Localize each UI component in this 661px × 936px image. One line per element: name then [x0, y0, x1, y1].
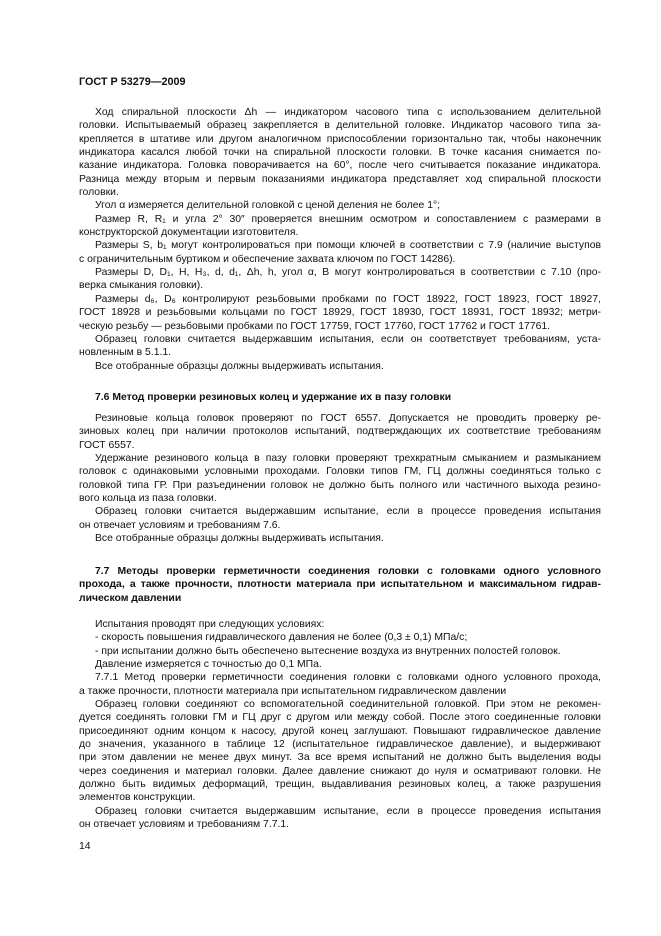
text-line: лическом давлении — [79, 592, 182, 604]
paragraph — [79, 631, 601, 644]
text-line: с ограничительным буртиком и обеспечение захвата ключом по ГОСТ 14286). — [79, 253, 456, 265]
text-line: конструкторской документации изготовителя. — [79, 227, 299, 239]
text-line: Разница между вторым и первым показаниями индикатора представляет ход спиральной плоскости — [79, 173, 601, 185]
text-line: Все отобранные образцы должны выдерживать испытания. — [95, 533, 384, 545]
text-line: казание индикатора. Головка поворачивается на 60°, после чего считывается показание индикатора. — [79, 160, 601, 172]
document-header: ГОСТ Р 53279—2009 — [79, 76, 186, 88]
text-line: дуется соединять головки ГМ и ГЦ друг с другом или между собой. После этого соединенные головки — [79, 712, 601, 724]
text-line: Образец головки считается выдержавшим испытания, если он соответствует требованиям, уста- — [95, 333, 601, 345]
paragraph — [79, 293, 601, 333]
paragraph — [79, 239, 601, 266]
text-line: Испытания проводят при следующих условиях: — [95, 619, 325, 630]
paragraph — [79, 645, 601, 658]
text-line: Удержание резинового кольца в пазу головки проверяют трехкратным смыканием и размыканием — [95, 453, 601, 465]
heading — [79, 565, 601, 605]
text-line: Образец головки считается выдержавшим испытание, если в процессе проведения испытания — [95, 805, 601, 817]
text-line: прохода, а также прочности, плотности материала при испытательном и максимальном гидрав- — [79, 579, 601, 591]
paragraph — [79, 805, 601, 832]
text-line: Образец головки считается выдержавшим испытание, если в процессе проведения испытания — [95, 506, 601, 518]
text-line: головок с одинаковыми условными проходами. Головки типов ГМ, ГЦ должны соединяться только с — [79, 466, 601, 478]
text-line: 7.7.1 Метод проверки герметичности соединения головки с головками одного условного прохода, — [95, 672, 601, 684]
paragraph — [79, 213, 601, 240]
text-line: - при испытании должно быть обеспечено вытеснение воздуха из внутренних полостей головок. — [95, 645, 561, 657]
section-7-7-body — [79, 618, 601, 832]
text-line: Образец головки соединяют со вспомогательной соединительной головкой. При этом не рекомен- — [95, 699, 601, 711]
text-line: 7.6 Метод проверки резиновых колец и удержание их в пазу головки — [95, 392, 452, 403]
text-line: индикатора касался любой точки на спиральной плоскости головки. В точке касания снимается по- — [79, 147, 601, 159]
page-number: 14 — [79, 841, 91, 852]
heading — [79, 391, 601, 404]
text-line: ГОСТ 6557. — [79, 439, 135, 451]
text-line: верка смыкания головки). — [79, 280, 204, 292]
text-line: головки. — [79, 187, 119, 199]
text-line: ческую резьбу — резьбовыми пробками по ГОСТ 17759, ГОСТ 17760, ГОСТ 17762 и ГОСТ 17761. — [79, 320, 551, 332]
text-line: Резиновые кольца головок проверяют по ГОСТ 6557. Допускается не проводить проверку ре- — [95, 413, 601, 424]
section-7-7-heading — [79, 565, 601, 605]
text-line: он отвечает условиям и требованиям 7.7.1. — [79, 819, 290, 831]
paragraph — [79, 333, 601, 360]
text-line: Размеры D, D₁, H, H₃, d, d₁, Δh, h, угол α, B могут контролироваться в соответствии с 7.10 (про- — [95, 267, 601, 279]
text-line: 7.7 Методы проверки герметичности соединения головки с головками одного условного — [95, 566, 601, 577]
paragraph — [79, 532, 601, 545]
section-7-6-heading — [79, 391, 601, 404]
text-line: через соединения и материал головки. Далее давление снижают до нуля и осматривают головки. Не — [79, 765, 601, 777]
section-7-6-body — [79, 412, 601, 545]
paragraph — [79, 106, 601, 199]
text-line: Размеры S, b₁ могут контролироваться при помощи ключей в соответствии с 7.9 (наличие выступов — [95, 240, 601, 252]
text-line: Все отобранные образцы должны выдерживать испытания. — [95, 360, 384, 372]
paragraph — [79, 618, 601, 631]
text-line: - скорость повышения гидравлического давления не более (0,3 ± 0,1) МПа/с; — [95, 632, 468, 644]
paragraph — [79, 452, 601, 505]
text-line: до значения, указанного в таблице 12 (испытательное гидравлическое давление), и выдерживают — [79, 739, 601, 751]
paragraph — [79, 671, 601, 698]
paragraph — [79, 698, 601, 805]
paragraph — [79, 658, 601, 671]
text-line: зиновых колец при наличии протоколов испытаний, подтверждающих их соответствие требованиям — [79, 426, 601, 438]
text-line: крепляется в штативе или другом аналогичном приспособлении горизонтально так, чтобы наконечник — [79, 133, 601, 145]
text-line: а также прочности, плотности материала при испытательном гидравлическом давлении — [79, 685, 507, 697]
paragraph — [79, 266, 601, 293]
text-line: должно быть видимых деформаций, трещин, выдавливания резиновых колец, а также разрушения — [79, 779, 601, 791]
text-line: новленным в 5.1.1. — [79, 347, 172, 359]
text-line: при этом давлении не менее двух минут. За все время испытаний не должно быть выделения воды — [79, 752, 601, 764]
text-line: Размер R, R₁ и угла 2° 30″ проверяется внешним осмотром и сопоставлением с размерами в — [95, 213, 601, 225]
intro-section — [79, 106, 601, 373]
text-line: головки. Испытываемый образец закрепляется в делительной головке. Индикатор часового типа за- — [79, 120, 601, 132]
text-line: он отвечает условиям и требованиям 7.6. — [79, 519, 281, 531]
text-line: Размеры d₆, D₆ контролируют резьбовыми пробками по ГОСТ 18922, ГОСТ 18923, ГОСТ 18927, — [95, 293, 601, 305]
paragraph — [79, 360, 601, 373]
text-line: элементов конструкции. — [79, 792, 196, 804]
paragraph — [79, 412, 601, 452]
paragraph — [79, 199, 601, 212]
text-line: присоединяют одним концом к насосу, другой конец заглушают. Повышают гидравлическое давление — [79, 725, 601, 737]
text-line: Давление измеряется с точностью до 0,1 МПа. — [95, 659, 322, 671]
text-line: Ход спиральной плоскости Δh — индикатором часового типа с использованием делительной — [95, 107, 601, 118]
text-line: вого кольца из паза головки. — [79, 493, 217, 505]
text-line: Угол α измеряется делительной головкой с ценой деления не более 1°; — [95, 200, 441, 212]
paragraph — [79, 505, 601, 532]
text-line: ГОСТ 18928 и резьбовыми кольцами по ГОСТ 18929, ГОСТ 18930, ГОСТ 18931, ГОСТ 18932; метри- — [79, 307, 601, 319]
text-line: головкой типа ГР. При разъединении головок не должно быть полного или частичного выхода резино- — [79, 479, 601, 491]
